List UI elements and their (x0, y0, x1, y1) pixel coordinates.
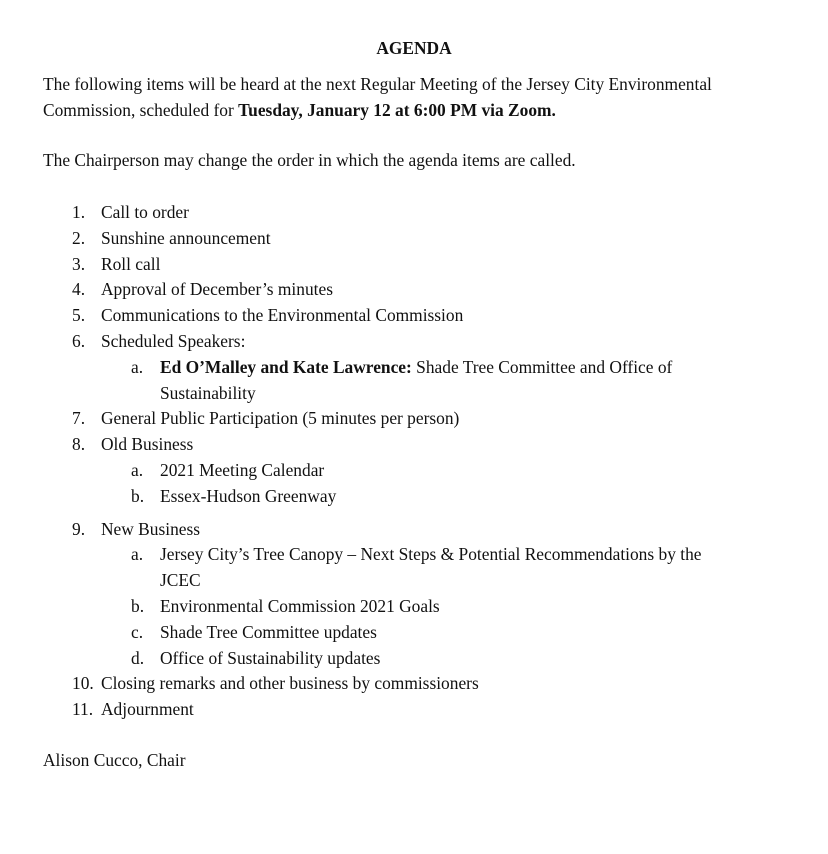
sub-item-text (160, 355, 672, 381)
list-item (0, 277, 828, 303)
sub-item-text: Office of Sustainability updates (160, 647, 381, 668)
sub-item-letter: a. (131, 544, 144, 565)
list-item (0, 329, 828, 355)
agenda-list (0, 200, 828, 723)
sub-item-text: 2021 Meeting Calendar (160, 459, 325, 480)
sub-list-item-continuation (0, 381, 828, 407)
item-text: Communications to the Environmental Commission (101, 305, 464, 326)
item-number: 3. (72, 253, 86, 274)
intro-line-2-plain: Commission, scheduled for (43, 99, 239, 120)
item-number: 5. (72, 305, 86, 326)
sub-item-text: Shade Tree Committee updates (160, 621, 377, 642)
sub-item-letter: b. (131, 595, 145, 616)
sub-item-letter: a. (131, 356, 144, 377)
speaker-topic: Shade Tree Committee and Office of (411, 356, 673, 377)
item-text: Approval of December’s minutes (101, 279, 333, 300)
item-number: 4. (72, 279, 86, 300)
item-number: 11. (72, 699, 94, 720)
list-item (0, 697, 828, 723)
sub-list-item (0, 484, 828, 510)
meeting-datetime: Tuesday, January 12 at 6:00 PM via Zoom. (238, 99, 556, 120)
sub-item-text: Jersey City’s Tree Canopy – Next Steps & Potential Recommendations by the (160, 544, 702, 565)
list-item (0, 517, 828, 543)
sub-item-letter: d. (131, 647, 145, 668)
item-number: 7. (72, 408, 86, 429)
sub-list-item (0, 594, 828, 620)
list-item (0, 226, 828, 252)
signature-line: Alison Cucco, Chair (43, 750, 186, 770)
list-item (0, 200, 828, 226)
item-number: 2. (72, 227, 86, 248)
sub-list-item (0, 355, 828, 381)
sub-item-text-cont: JCEC (160, 570, 201, 591)
list-item (0, 252, 828, 278)
sub-list-item (0, 542, 828, 568)
list-item (0, 303, 828, 329)
sub-item-letter: b. (131, 485, 145, 506)
item-text: Roll call (101, 253, 161, 274)
sub-item-text: Essex-Hudson Greenway (160, 485, 337, 506)
sub-list-item (0, 620, 828, 646)
document-title: AGENDA (376, 38, 452, 58)
intro-line-1: The following items will be heard at the next Regular Meeting of the Jersey City Environmental (43, 74, 712, 94)
intro-line-2 (43, 98, 813, 124)
item-text: Scheduled Speakers: (101, 330, 246, 351)
item-number: 10. (72, 673, 94, 694)
intro-paragraph (43, 72, 813, 124)
item-text: Old Business (101, 434, 194, 455)
sub-item-text: Environmental Commission 2021 Goals (160, 595, 440, 616)
speaker-names: Ed O’Malley and Kate Lawrence: (160, 356, 412, 377)
sub-item-letter: c. (131, 621, 144, 642)
sub-list-item (0, 458, 828, 484)
sub-item-letter: a. (131, 459, 144, 480)
item-number: 9. (72, 518, 86, 539)
item-text: Adjournment (101, 699, 194, 720)
sub-list-item (0, 646, 828, 672)
list-item (0, 671, 828, 697)
list-item (0, 406, 828, 432)
item-number: 1. (72, 202, 86, 222)
item-text: New Business (101, 518, 201, 539)
item-text: Sunshine announcement (101, 227, 271, 248)
order-note: The Chairperson may change the order in which the agenda items are called. (43, 150, 576, 170)
item-text: Closing remarks and other business by commissioners (101, 673, 479, 694)
item-text: General Public Participation (5 minutes per person) (101, 408, 460, 429)
item-text: Call to order (101, 202, 189, 222)
sub-item-text-cont: Sustainability (160, 382, 256, 403)
item-number: 8. (72, 434, 86, 455)
sub-list-item-continuation (0, 568, 828, 594)
item-number: 6. (72, 330, 86, 351)
spacer (0, 510, 828, 517)
list-item (0, 432, 828, 458)
